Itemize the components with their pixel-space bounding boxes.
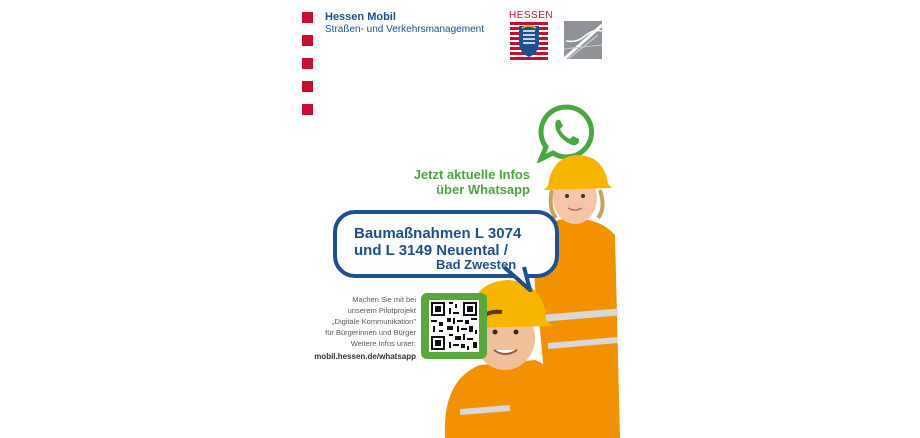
hessen-logo-text: HESSEN xyxy=(509,10,554,21)
red-square-decoration xyxy=(302,104,313,115)
info-text-line: unserem Pilotprojekt xyxy=(347,306,416,315)
bubble-line-1: Baumaßnahmen L 3074 xyxy=(354,225,522,242)
red-square-decoration xyxy=(302,35,313,46)
road-logo-icon xyxy=(564,21,602,59)
red-square-decoration xyxy=(302,12,313,23)
org-subtitle: Straßen- und Verkehrsmanagement xyxy=(325,24,484,35)
qr-code-box[interactable] xyxy=(421,293,487,359)
info-text-line: Machen Sie mit bei xyxy=(352,295,416,304)
promo-line-2: über Whatsapp xyxy=(436,182,530,197)
red-square-decoration xyxy=(302,58,313,69)
bubble-line-2: und L 3149 Neuental / xyxy=(354,242,508,259)
info-text-line: „Digitale Kommunikation" xyxy=(332,317,416,326)
org-name: Hessen Mobil xyxy=(325,11,396,23)
bubble-line-3: Bad Zwesten xyxy=(436,257,517,272)
info-text-line: für Bürgerinnen und Bürger xyxy=(325,328,416,337)
promo-line-1: Jetzt aktuelle Infos xyxy=(413,167,530,182)
info-url[interactable]: mobil.hessen.de/whatsapp xyxy=(314,352,416,361)
red-square-decoration xyxy=(302,81,313,92)
flyer xyxy=(300,0,620,438)
qr-code-icon xyxy=(429,300,479,352)
info-text-line: Weitere Infos unter: xyxy=(350,339,416,348)
hessen-crest-icon xyxy=(510,22,548,60)
